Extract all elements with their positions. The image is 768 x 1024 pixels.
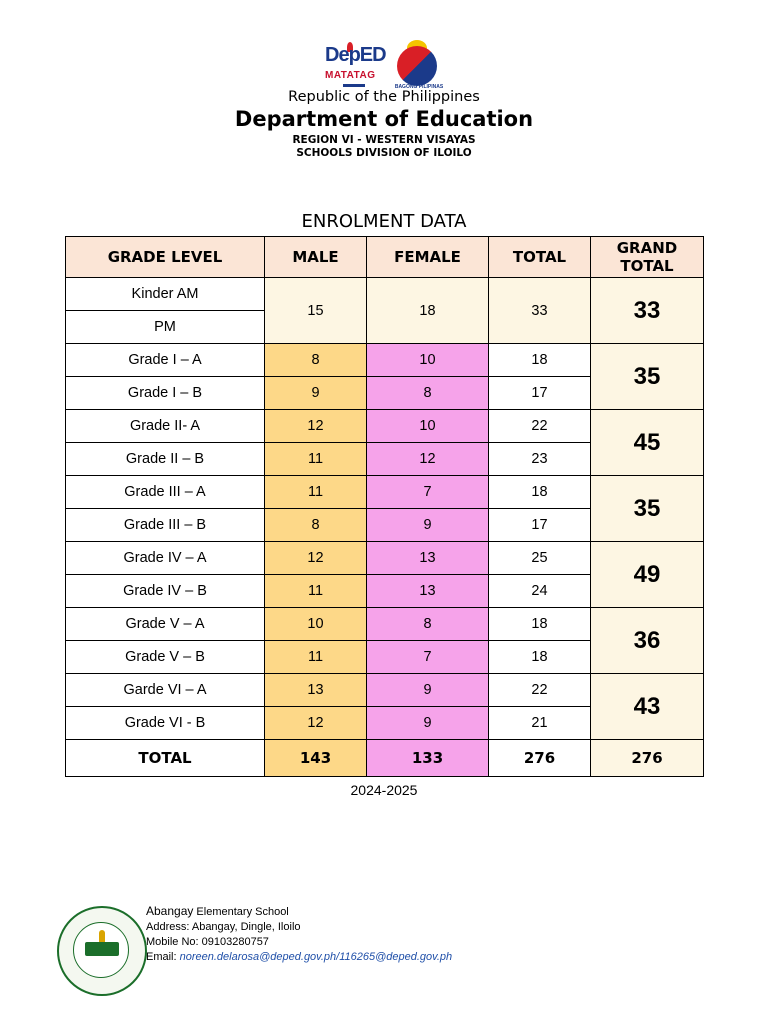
table-row xyxy=(66,542,704,575)
female-cell: 13 xyxy=(367,575,489,608)
table-header-row xyxy=(66,237,704,278)
total-cell: 18 xyxy=(489,344,591,377)
total-cell: 25 xyxy=(489,542,591,575)
column-header-male: MALE xyxy=(265,237,367,278)
male-cell: 8 xyxy=(265,509,367,542)
column-header-total: TOTAL xyxy=(489,237,591,278)
total-cell: 18 xyxy=(489,608,591,641)
enrolment-table xyxy=(65,236,704,777)
total-cell: 24 xyxy=(489,575,591,608)
column-header-grand-total: GRAND TOTAL xyxy=(591,237,704,278)
male-cell: 11 xyxy=(265,476,367,509)
flag-circle-icon xyxy=(397,46,437,86)
female-cell: 9 xyxy=(367,509,489,542)
grade-cell: Grade III – B xyxy=(66,509,265,542)
school-name-rest: Elementary School xyxy=(193,906,289,918)
male-cell: 8 xyxy=(265,344,367,377)
male-cell: 11 xyxy=(265,443,367,476)
male-cell: 15 xyxy=(265,278,367,344)
header-department: Department of Education xyxy=(234,107,534,131)
total-cell: 17 xyxy=(489,377,591,410)
header-region: REGION VI - WESTERN VISAYAS xyxy=(292,134,476,146)
school-mobile: Mobile No: 09103280757 xyxy=(146,936,269,948)
table-row xyxy=(66,410,704,443)
grand-total-cell: 35 xyxy=(591,476,704,542)
grand-total-cell: 36 xyxy=(591,608,704,674)
total-male-cell: 143 xyxy=(265,740,367,777)
school-name xyxy=(146,904,452,920)
female-cell: 13 xyxy=(367,542,489,575)
grade-cell: Grade IV – A xyxy=(66,542,265,575)
bagong-pilipinas-logo xyxy=(393,40,445,92)
total-grand-total-cell: 276 xyxy=(591,740,704,777)
female-cell: 7 xyxy=(367,476,489,509)
grade-cell: Grade I – B xyxy=(66,377,265,410)
table-row-total xyxy=(66,740,704,777)
total-cell: 22 xyxy=(489,410,591,443)
grade-cell: Kinder AM xyxy=(66,278,265,311)
grand-total-cell: 49 xyxy=(591,542,704,608)
header-division: SCHOOLS DIVISION OF ILOILO xyxy=(296,147,472,159)
male-cell: 12 xyxy=(265,707,367,740)
male-cell: 10 xyxy=(265,608,367,641)
school-seal-logo xyxy=(57,906,147,996)
total-cell: 18 xyxy=(489,476,591,509)
grand-total-cell: 43 xyxy=(591,674,704,740)
grade-cell: Grade V – A xyxy=(66,608,265,641)
male-cell: 11 xyxy=(265,641,367,674)
grade-cell: Grade VI - B xyxy=(66,707,265,740)
male-cell: 12 xyxy=(265,542,367,575)
female-cell: 8 xyxy=(367,377,489,410)
header-republic: Republic of the Philippines xyxy=(288,89,480,105)
grade-cell: Grade II- A xyxy=(66,410,265,443)
book-icon xyxy=(85,942,119,956)
grade-cell: Grade IV – B xyxy=(66,575,265,608)
female-cell: 7 xyxy=(367,641,489,674)
female-cell: 10 xyxy=(367,344,489,377)
table-row xyxy=(66,476,704,509)
male-cell: 12 xyxy=(265,410,367,443)
header-logos xyxy=(0,40,768,92)
column-header-female: FEMALE xyxy=(367,237,489,278)
table-body xyxy=(66,278,704,740)
matatag-underline xyxy=(343,84,365,87)
school-name-first: Abangay xyxy=(146,904,194,918)
table-row xyxy=(66,674,704,707)
male-cell: 13 xyxy=(265,674,367,707)
totals-body xyxy=(66,740,704,777)
deped-logo-text: DepED xyxy=(325,44,386,66)
grade-cell: Grade III – A xyxy=(66,476,265,509)
matatag-logo-text: MATATAG xyxy=(325,70,376,81)
total-cell: 23 xyxy=(489,443,591,476)
email-label: Email: xyxy=(146,951,180,963)
table-row xyxy=(66,608,704,641)
female-cell: 18 xyxy=(367,278,489,344)
grade-cell: Grade I – A xyxy=(66,344,265,377)
deped-matatag-logo xyxy=(323,40,385,92)
grand-total-cell: 33 xyxy=(591,278,704,344)
total-cell: 21 xyxy=(489,707,591,740)
male-cell: 9 xyxy=(265,377,367,410)
female-cell: 10 xyxy=(367,410,489,443)
female-cell: 8 xyxy=(367,608,489,641)
total-cell: 33 xyxy=(489,278,591,344)
school-year: 2024-2025 xyxy=(350,782,418,798)
school-email xyxy=(146,950,452,965)
grade-cell: Grade V – B xyxy=(66,641,265,674)
total-cell: 17 xyxy=(489,509,591,542)
male-cell: 11 xyxy=(265,575,367,608)
email-link[interactable]: noreen.delarosa@deped.gov.ph/116265@deped.gov.ph xyxy=(179,951,453,963)
school-contact-info xyxy=(146,904,452,965)
table-title: ENROLMENT DATA xyxy=(301,211,467,232)
total-cell: 18 xyxy=(489,641,591,674)
total-label-cell: TOTAL xyxy=(66,740,265,777)
grade-cell: PM xyxy=(66,311,265,344)
grade-cell: Grade II – B xyxy=(66,443,265,476)
female-cell: 9 xyxy=(367,707,489,740)
grade-cell: Garde VI – A xyxy=(66,674,265,707)
column-header-grade-level: GRADE LEVEL xyxy=(66,237,265,278)
total-cell: 22 xyxy=(489,674,591,707)
table-row-kinder-am xyxy=(66,278,704,311)
total-female-cell: 133 xyxy=(367,740,489,777)
female-cell: 9 xyxy=(367,674,489,707)
grand-total-cell: 35 xyxy=(591,344,704,410)
total-total-cell: 276 xyxy=(489,740,591,777)
grand-total-cell: 45 xyxy=(591,410,704,476)
female-cell: 12 xyxy=(367,443,489,476)
bagong-pilipinas-text: BAGONG PILIPINAS xyxy=(394,84,444,90)
school-address: Address: Abangay, Dingle, Iloilo xyxy=(146,921,301,933)
table-row xyxy=(66,344,704,377)
